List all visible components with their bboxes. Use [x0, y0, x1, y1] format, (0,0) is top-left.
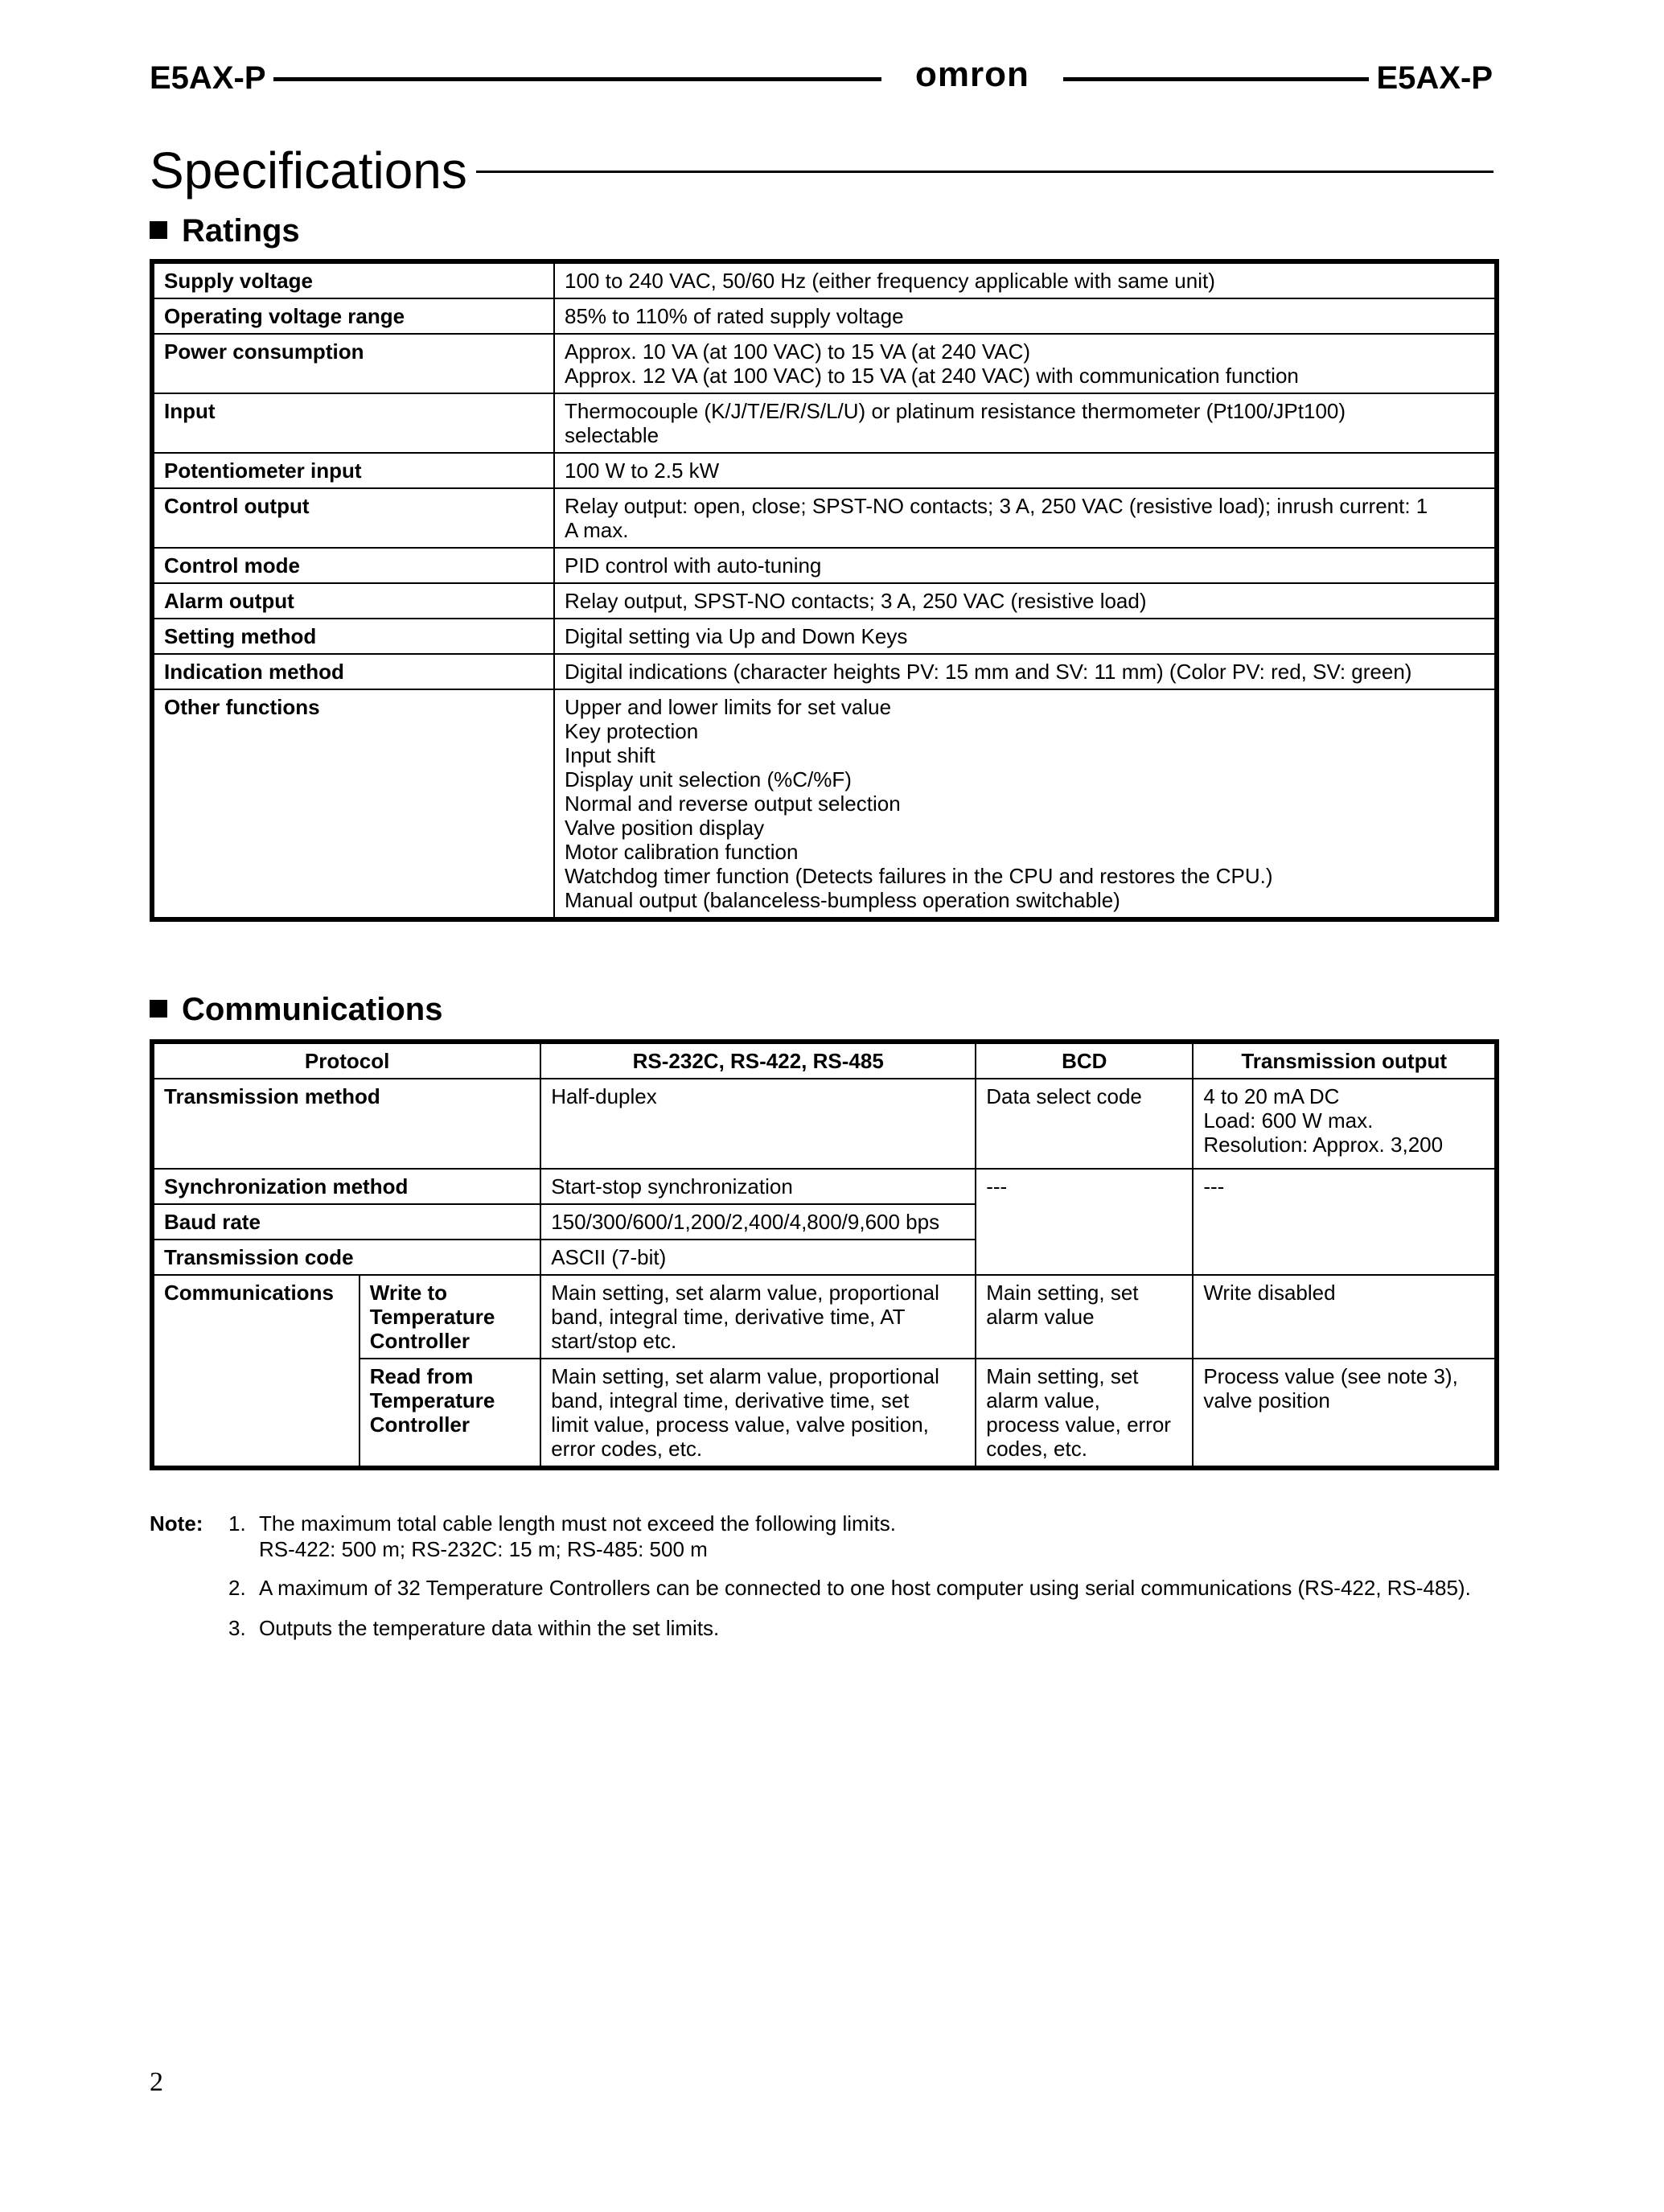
table-row: [152, 1275, 1497, 1359]
table-header-row: [152, 1042, 1497, 1079]
table-row: [152, 334, 1497, 393]
header-model-left: E5AX-P: [150, 60, 266, 96]
table-row: [152, 654, 1497, 689]
table-row: [152, 298, 1497, 334]
row-label: Transmission code: [152, 1240, 540, 1275]
table-row: [152, 393, 1497, 453]
table-cell: Main setting, set alarm value, proportional band, integral time, derivative time, AT start/stop etc.: [540, 1275, 976, 1359]
brand-logo: omron: [915, 55, 1029, 94]
value-line: A max.: [565, 518, 629, 542]
row-label: Supply voltage: [152, 261, 554, 298]
row-label: Potentiometer input: [152, 453, 554, 488]
row-value: [554, 393, 1497, 453]
table-cell: Start-stop synchronization: [540, 1169, 976, 1204]
value-line: Display unit selection (%C/%F): [565, 767, 852, 791]
row-label: Input: [152, 393, 554, 453]
table-cell: Data select code: [976, 1079, 1193, 1169]
table-row: [152, 453, 1497, 488]
row-value: [554, 488, 1497, 548]
row-label: Indication method: [152, 654, 554, 689]
value-line: 85% to 110% of rated supply voltage: [565, 304, 904, 328]
row-value: [554, 689, 1497, 919]
value-line: Manual output (balanceless-bumpless operation switchable): [565, 888, 1120, 912]
row-sublabel: Write to Temperature Controller: [360, 1275, 540, 1359]
row-label: Control output: [152, 488, 554, 548]
table-row: [152, 1169, 1497, 1204]
row-value: [554, 619, 1497, 654]
title-rule: [476, 171, 1493, 173]
page-number: 2: [150, 2067, 163, 2097]
table-row: [152, 488, 1497, 548]
note-label: Note:: [150, 1511, 203, 1536]
value-line: PID control with auto-tuning: [565, 553, 822, 578]
value-line: Approx. 12 VA (at 100 VAC) to 15 VA (at 240 VAC) with communication function: [565, 364, 1299, 388]
page-title: Specifications: [150, 142, 467, 199]
header-model-right: E5AX-P: [1376, 60, 1493, 96]
column-header: RS-232C, RS-422, RS-485: [540, 1042, 976, 1079]
communications-table: [150, 1039, 1499, 1470]
row-value: [554, 654, 1497, 689]
value-line: Key protection: [565, 719, 699, 743]
table-cell: Main setting, set alarm value, process value, error codes, etc.: [976, 1359, 1193, 1468]
communications-heading: Communications: [150, 989, 442, 1030]
table-cell: Main setting, set alarm value: [976, 1275, 1193, 1359]
row-label: Other functions: [152, 689, 554, 919]
value-line: selectable: [565, 423, 659, 447]
value-line: Valve position display: [565, 816, 765, 840]
page-header: [150, 55, 1493, 98]
ratings-table: [150, 259, 1499, 922]
table-cell: Process value (see note 3), valve position: [1193, 1359, 1497, 1468]
row-sublabel: Read from Temperature Controller: [360, 1359, 540, 1468]
value-line: Input shift: [565, 743, 655, 767]
value-line: Relay output: open, close; SPST-NO contacts; 3 A, 250 VAC (resistive load); inrush current: 1: [565, 494, 1428, 518]
row-label: Synchronization method: [152, 1169, 540, 1204]
value-line: Digital indications (character heights PV: 15 mm and SV: 11 mm) (Color PV: red, SV: green): [565, 660, 1412, 684]
row-value: [554, 548, 1497, 583]
value-line: 100 W to 2.5 kW: [565, 458, 720, 483]
square-bullet-icon: [150, 1000, 167, 1018]
table-row: [152, 1079, 1497, 1169]
row-label: Setting method: [152, 619, 554, 654]
table-cell: Main setting, set alarm value, proportional band, integral time, derivative time, set limit value, process value, valve position, error codes, etc.: [540, 1359, 976, 1468]
value-line: Thermocouple (K/J/T/E/R/S/L/U) or platinum resistance thermometer (Pt100/JPt100): [565, 399, 1346, 423]
header-rule-left: [273, 77, 881, 81]
table-cell: ---: [1193, 1169, 1497, 1275]
column-header: BCD: [976, 1042, 1193, 1079]
header-rule-right: [1063, 77, 1369, 81]
value-line: Normal and reverse output selection: [565, 791, 901, 816]
row-label: Operating voltage range: [152, 298, 554, 334]
value-line: Upper and lower limits for set value: [565, 695, 892, 719]
row-value: [554, 298, 1497, 334]
row-label: Transmission method: [152, 1079, 540, 1169]
value-line: Motor calibration function: [565, 840, 799, 864]
row-value: [554, 334, 1497, 393]
table-cell: ASCII (7-bit): [540, 1240, 976, 1275]
table-row: [152, 583, 1497, 619]
row-label: Power consumption: [152, 334, 554, 393]
row-label: Communications: [152, 1275, 360, 1468]
row-value: [554, 583, 1497, 619]
column-header: Transmission output: [1193, 1042, 1497, 1079]
value-line: Approx. 10 VA (at 100 VAC) to 15 VA (at 240 VAC): [565, 339, 1031, 364]
table-cell: 150/300/600/1,200/2,400/4,800/9,600 bps: [540, 1204, 976, 1240]
table-cell: Half-duplex: [540, 1079, 976, 1169]
square-bullet-icon: [150, 221, 167, 239]
table-row: [152, 261, 1497, 298]
ratings-heading: Ratings: [150, 211, 300, 251]
row-value: [554, 453, 1497, 488]
table-cell: ---: [976, 1169, 1193, 1275]
value-line: Digital setting via Up and Down Keys: [565, 624, 908, 648]
row-value: [554, 261, 1497, 298]
table-row: [152, 619, 1497, 654]
row-label: Control mode: [152, 548, 554, 583]
column-header: Protocol: [152, 1042, 540, 1079]
table-cell: Write disabled: [1193, 1275, 1497, 1359]
row-label: Baud rate: [152, 1204, 540, 1240]
value-line: Watchdog timer function (Detects failures in the CPU and restores the CPU.): [565, 864, 1273, 888]
value-line: Relay output, SPST-NO contacts; 3 A, 250 VAC (resistive load): [565, 589, 1147, 613]
value-line: 100 to 240 VAC, 50/60 Hz (either frequency applicable with same unit): [565, 269, 1215, 293]
row-label: Alarm output: [152, 583, 554, 619]
table-row: [152, 689, 1497, 919]
table-cell: 4 to 20 mA DC Load: 600 W max. Resolution: Approx. 3,200: [1193, 1079, 1497, 1169]
table-row: [152, 548, 1497, 583]
